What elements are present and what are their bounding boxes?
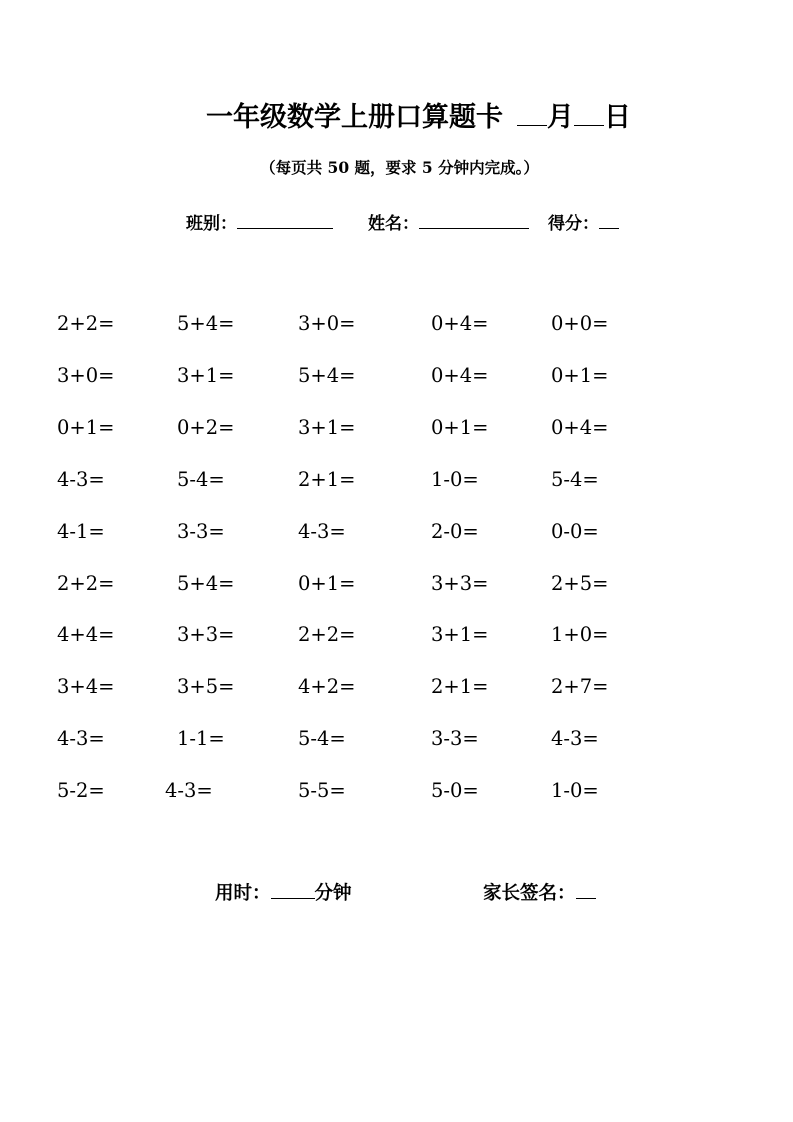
problem-item: 2+7= — [551, 675, 609, 698]
problem-item: 2-0= — [431, 520, 479, 543]
problem-item: 4-3= — [57, 727, 105, 750]
problem-item: 3+1= — [177, 364, 235, 387]
title-text: 一年级数学上册口算题卡 — [206, 102, 503, 133]
problem-item: 5-5= — [298, 779, 346, 802]
problem-item: 2+2= — [57, 312, 115, 335]
problem-item: 5-4= — [177, 468, 225, 491]
problem-item: 4-3= — [165, 779, 213, 802]
problem-item: 3+5= — [177, 675, 235, 698]
problem-item: 1-1= — [177, 727, 225, 750]
name-field — [368, 208, 529, 234]
problem-item: 4-3= — [57, 468, 105, 491]
problem-item: 0+1= — [298, 572, 356, 595]
time-blank[interactable] — [271, 877, 315, 899]
problem-item: 4-3= — [551, 727, 599, 750]
day-blank[interactable] — [574, 99, 604, 126]
problem-item: 0-0= — [551, 520, 599, 543]
problem-item: 0+4= — [431, 364, 489, 387]
instructions: （每页共 50 题，要求 5 分钟内完成。） — [260, 158, 539, 177]
problem-item: 3+0= — [298, 312, 356, 335]
problem-item: 3+0= — [57, 364, 115, 387]
problem-item: 3+1= — [431, 623, 489, 646]
problem-item: 3+1= — [298, 416, 356, 439]
problem-item: 4-1= — [57, 520, 105, 543]
problem-item: 3-3= — [431, 727, 479, 750]
score-label: 得分： — [548, 214, 599, 234]
score-blank[interactable] — [599, 208, 619, 229]
problem-item: 4+2= — [298, 675, 356, 698]
problem-item: 0+4= — [551, 416, 609, 439]
page-title — [0, 98, 793, 138]
problem-item: 3+3= — [431, 572, 489, 595]
class-field — [186, 208, 333, 234]
problem-item: 1-0= — [551, 779, 599, 802]
problem-item: 0+2= — [177, 416, 235, 439]
problem-item: 2+5= — [551, 572, 609, 595]
problem-item: 5+4= — [298, 364, 356, 387]
time-label: 用时： — [215, 883, 271, 904]
parent-signature-label: 家长签名： — [483, 883, 576, 904]
problem-item: 5+4= — [177, 312, 235, 335]
problem-item: 2+1= — [431, 675, 489, 698]
problem-item: 5+4= — [177, 572, 235, 595]
problem-item: 1-0= — [431, 468, 479, 491]
parent-signature-blank[interactable] — [576, 877, 596, 899]
month-blank[interactable] — [517, 99, 547, 126]
name-label: 姓名： — [368, 214, 419, 234]
problem-item: 4-3= — [298, 520, 346, 543]
class-label: 班别： — [186, 214, 237, 234]
problem-item: 2+2= — [57, 572, 115, 595]
problem-item: 0+0= — [551, 312, 609, 335]
problem-item: 2+2= — [298, 623, 356, 646]
month-label: 月 — [547, 102, 574, 133]
problem-item: 0+1= — [57, 416, 115, 439]
day-label: 日 — [604, 102, 631, 133]
parent-signature-field — [483, 877, 596, 905]
problem-item: 0+1= — [551, 364, 609, 387]
problem-item: 5-2= — [57, 779, 105, 802]
problem-item: 2+1= — [298, 468, 356, 491]
problem-item: 0+4= — [431, 312, 489, 335]
problem-item: 3+3= — [177, 623, 235, 646]
problem-item: 3-3= — [177, 520, 225, 543]
problem-item: 5-4= — [551, 468, 599, 491]
problem-item: 3+4= — [57, 675, 115, 698]
time-field — [215, 877, 352, 905]
problem-item: 1+0= — [551, 623, 609, 646]
problem-item: 0+1= — [431, 416, 489, 439]
minutes-label: 分钟 — [314, 883, 352, 904]
class-blank[interactable] — [237, 208, 333, 229]
problem-item: 5-0= — [431, 779, 479, 802]
problem-item: 4+4= — [57, 623, 115, 646]
name-blank[interactable] — [419, 208, 529, 229]
score-field — [548, 208, 619, 234]
problem-item: 5-4= — [298, 727, 346, 750]
